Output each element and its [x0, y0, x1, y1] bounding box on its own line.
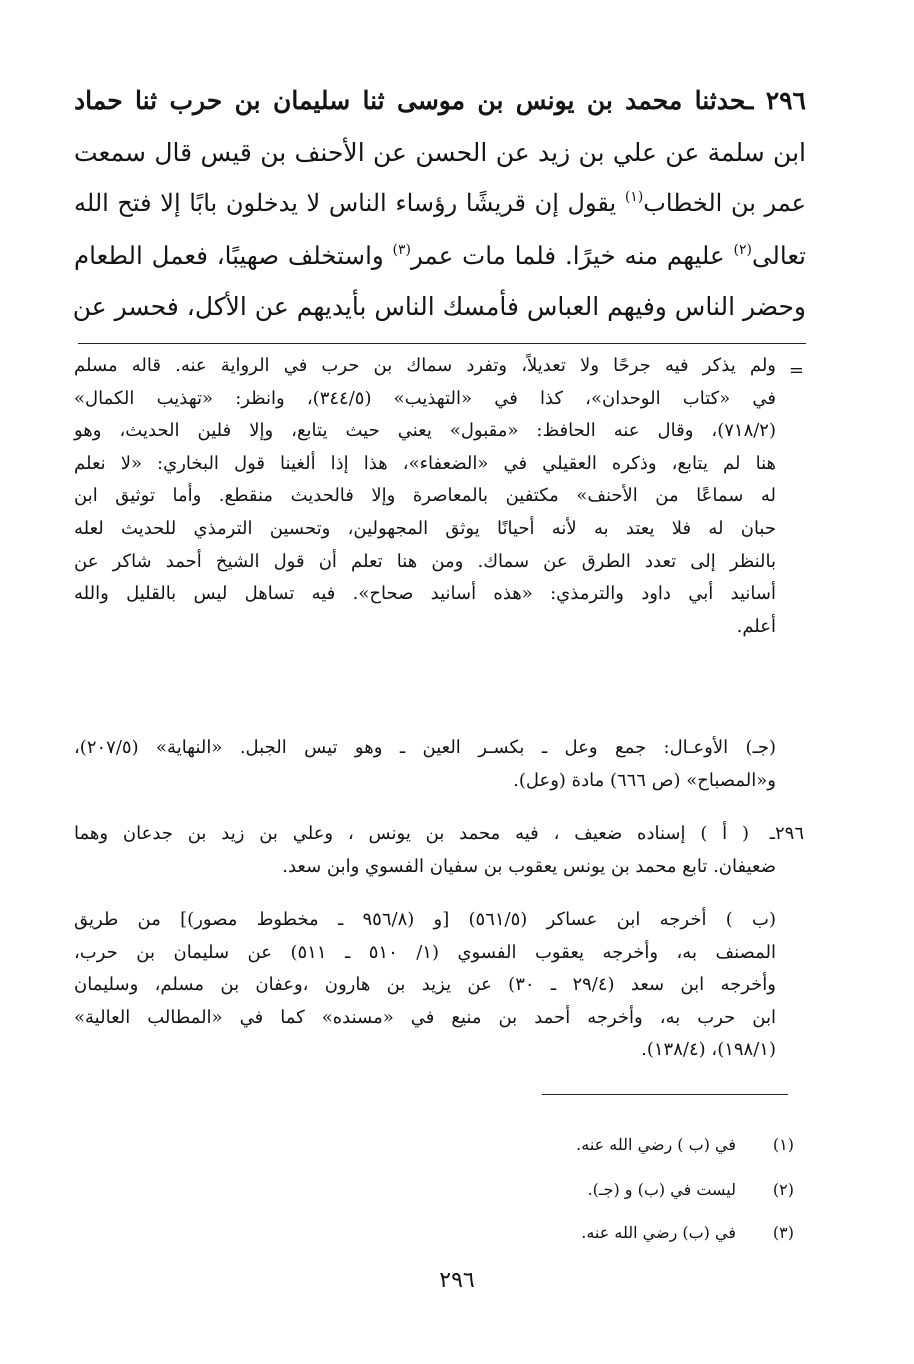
commentary-line: هنا لم يتابع، وذكره العقيلي في «الضعفاء»، هذا إذا ألغينا قول البخاري: «لا نعلم: [74, 452, 776, 474]
commentary-block-4: [74, 904, 776, 1067]
commentary-line: أسانيد أبي داود والترمذي: «هذه أسانيد صحاح». فيه تساهل ليس بالقليل والله: [74, 583, 776, 605]
main-text-divider: [78, 343, 806, 344]
commentary-line: وأخرجه ابن سعد (٢٩/٤ ـ ٣٠) عن يزيد بن هارون ،وعفان بن مسلم، وسليمان: [74, 974, 776, 996]
footnote-ref-1[interactable]: (١): [624, 189, 644, 205]
commentary-line: حبان له فلا يعتد به لأنه أحيانًا يوثق المجهولين، وتحسين الترمذي للحديث لعله: [74, 517, 776, 539]
footnote-number: (٢): [772, 1180, 794, 1199]
footnote-ref-3[interactable]: (٣): [392, 241, 412, 258]
commentary-line: له سماعًا من الأحنف» مكتفين بالمعاصرة وإلا فالحديث منقطع. وأما توثيق ابن: [74, 485, 776, 507]
commentary-line: ( أ ) إسناده ضعيف ، فيه محمد بن يونس ، وعلي بن زيد بن جدعان وهما: [74, 823, 749, 844]
page-number: ٢٩٦: [439, 1268, 475, 1293]
hadith-line-5: وحضر الناس وفيهم العباس فأمسك الناس بأيديهم عن الأكل، فحسر عن: [72, 292, 806, 321]
commentary-block-2: [74, 732, 776, 797]
commentary-line: ابن حرب به، وأخرجه أحمد بن منيع في «مسنده» كما في «المطالب العالية»: [74, 1006, 776, 1028]
takhrij-number: ٢٩٦ـ: [769, 823, 804, 844]
commentary-block-3: [74, 818, 749, 851]
commentary-line: (٧١٨/٢)، وقال عنه الحافظ: «مقبول» يعني حيث يتابع، وإلا فلين الحديث، وهو: [74, 420, 777, 442]
commentary-line: (جـ) الأوعـال: جمع وعل ـ بكسـر العين ـ وهو تيس الجبل. «النهاية» (٢٠٧/٥)،: [74, 737, 776, 758]
commentary-block-3b: [74, 851, 776, 884]
footnote-divider: [542, 1094, 788, 1095]
footnote-text: في (ب) رضي الله عنه.: [581, 1223, 736, 1242]
commentary-line: بالنظر إلى تعدد الطرق عن سماك. ومن هنا تعلم أن قول الشيخ أحمد شاكر عن: [74, 550, 776, 572]
footnote-number: (١): [772, 1135, 794, 1154]
footnote-text: ليست في (ب) و (جـ).: [587, 1180, 736, 1199]
commentary-line: المصنف به، وأخرجه يعقوب الفسوي (١/ ٥١٠ ـ ٥١١) عن سليمان بن حرب،: [74, 941, 777, 963]
commentary-line: (ب ) أخرجه ابن عساكر (٥٦١/٥) [و (٩٥٦/٨ ـ مخطوط مصور)] من طريق: [74, 909, 776, 930]
hadith-line-4: تعالى$^{(٢)}$ عليهم منه خيرًا. فلما مات عمر$^{(٣)}$ واستخلف صهيبًا، فعمل الطعام: [74, 240, 806, 270]
footnote-2: [588, 1179, 794, 1201]
footnote-ref-2[interactable]: (٢): [733, 241, 752, 258]
commentary-line: (١٩٨/١)، (١٣٨/٤).: [641, 1039, 776, 1061]
footnote-text: في (ب ) رضي الله عنه.: [576, 1135, 736, 1154]
commentary-line: و«المصباح» (ص ٦٦٦) مادة (وعل).: [513, 769, 776, 791]
hadith-text: [74, 75, 806, 333]
footnote-number: (٣): [772, 1223, 794, 1242]
hadith-line-3: عمر بن الخطاب$^{(١)}$ يقول إن قريشًا رؤساء الناس لا يدخلون بابًا إلا فتح الله: [74, 189, 806, 217]
continuation-marker: =: [788, 360, 804, 381]
commentary-block-1: [74, 350, 776, 643]
commentary-line: في «كتاب الوحدان»، كذا في «التهذيب» (٣٤٤/٥)، وانظر: «تهذيب الكمال»: [74, 387, 776, 409]
hadith-line-1: ٢٩٦ ـحدثنا محمد بن يونس بن موسى ثنا سليمان بن حرب ثنا حماد: [74, 86, 806, 115]
footnote-3: [581, 1222, 794, 1244]
commentary-line: أعلم.: [736, 615, 776, 637]
hadith-number: ٢٩٦ ـ: [746, 86, 806, 115]
commentary-line: ضعيفان. تابع محمد بن يونس يعقوب بن سفيان الفسوي وابن سعد.: [282, 856, 776, 877]
commentary-line: ولم يذكر فيه جرحًا ولا تعديلاً، وتفرد سماك بن حرب في الرواية عنه. قاله مسلم: [74, 355, 776, 376]
hadith-line-2: ابن سلمة عن علي بن زيد عن الحسن عن الأحنف بن قيس قال سمعت: [74, 137, 806, 167]
footnote-1: [576, 1134, 794, 1156]
